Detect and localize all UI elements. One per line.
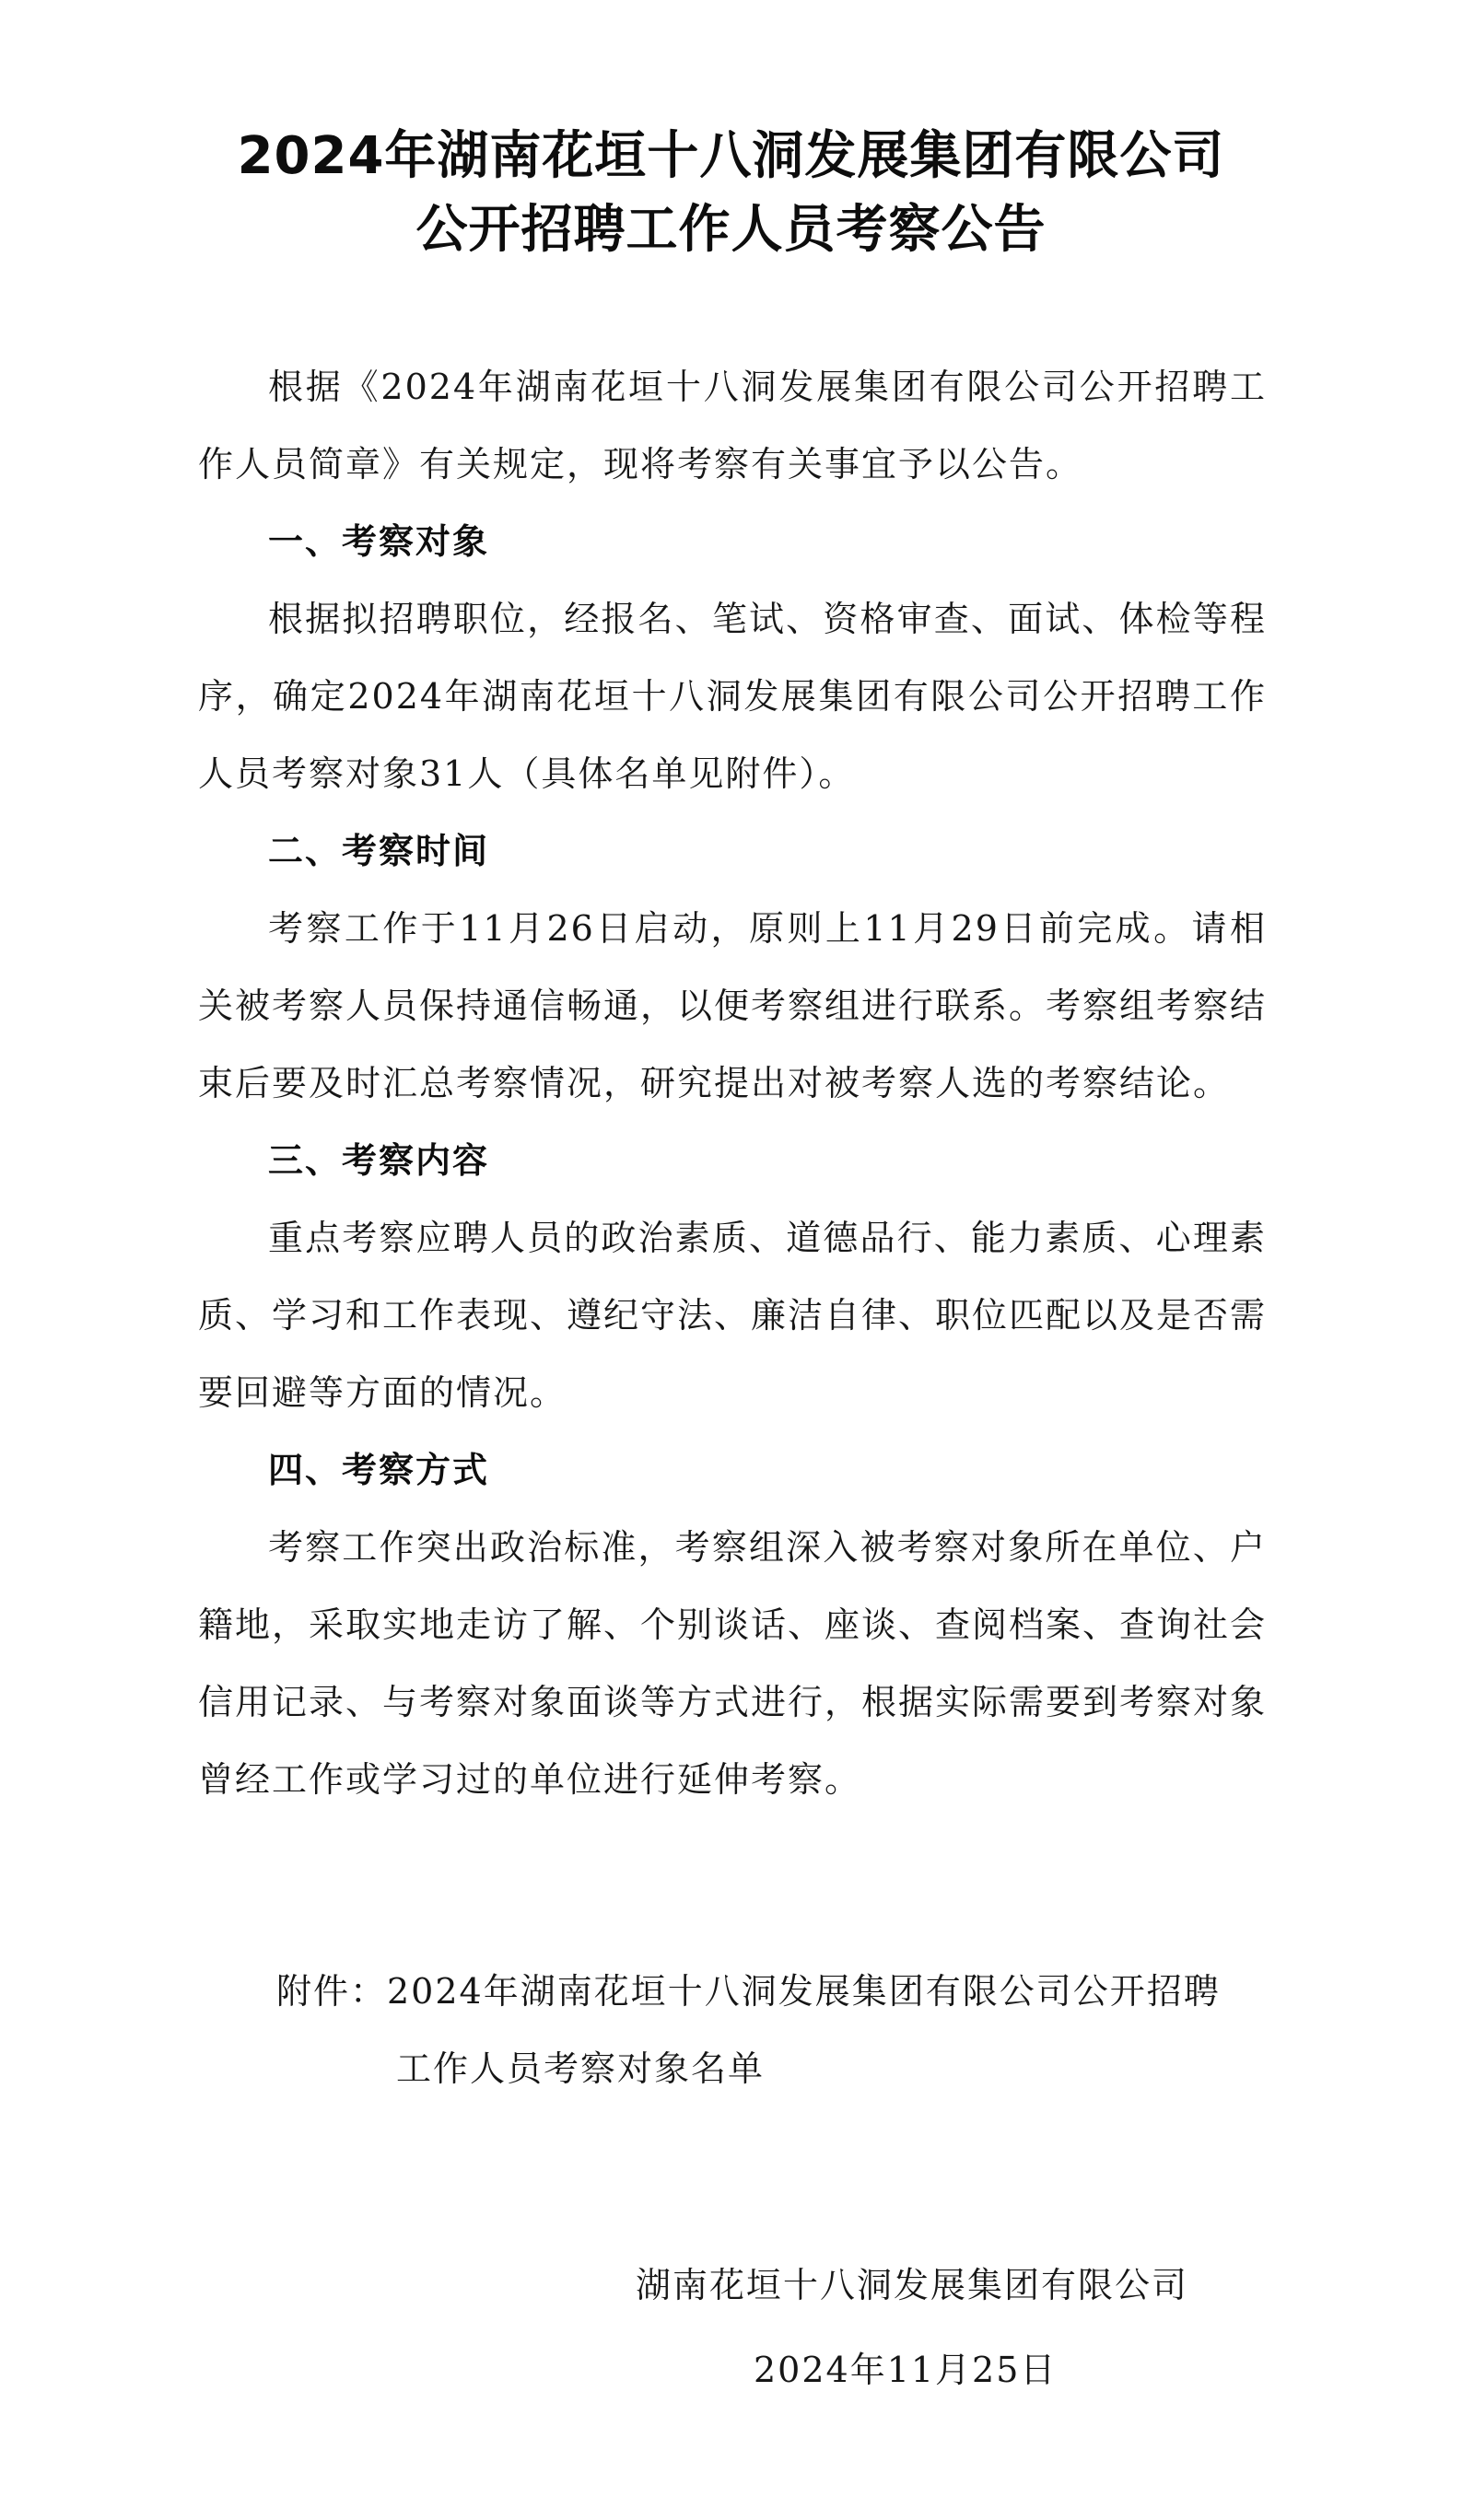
section-text-time: 考察工作于11月26日启动，原则上11月29日前完成。请相关被考察人员保持通信畅通，以便考察组进行联系。考察组考察结束后要及时汇总考察情况，研究提出对被考察人选的考察结论。 xyxy=(198,908,1268,1103)
attachment-line-2: 工作人员考察对象名单 xyxy=(396,2048,766,2089)
section-text-method: 考察工作突出政治标准，考察组深入被考察对象所在单位、户籍地，采取实地走访了解、个别谈话、座谈、查阅档案、查询社会信用记录、与考察对象面谈等方式进行，根据实际需要到考察对象曾经工作或学习过的单位进行延伸考察。 xyxy=(198,1527,1268,1800)
section-heading-content: 三、考察内容 xyxy=(268,1140,490,1181)
document-title xyxy=(138,120,1324,267)
title-line-1: 2024年湖南花垣十八洞发展集团有限公司 xyxy=(237,126,1225,186)
section-heading-subjects: 一、考察对象 xyxy=(268,521,490,562)
attachment-line-1: 附件：2024年湖南花垣十八洞发展集团有限公司公开招聘 xyxy=(276,1971,1221,2012)
section-text-subjects: 根据拟招聘职位，经报名、笔试、资格审查、面试、体检等程序，确定2024年湖南花垣十八洞发展集团有限公司公开招聘工作人员考察对象31人（具体名单见附件）。 xyxy=(198,599,1267,794)
signature-block xyxy=(636,2243,1244,2412)
attachment-note xyxy=(276,1953,1271,2107)
signature-date: 2024年11月25日 xyxy=(754,2350,1058,2390)
signature-organization: 湖南花垣十八洞发展集团有限公司 xyxy=(636,2265,1189,2305)
intro-paragraph: 根据《2024年湖南花垣十八洞发展集团有限公司公开招聘工作人员简章》有关规定，现将考察有关事宜予以公告。 xyxy=(198,367,1267,484)
document-body xyxy=(198,348,1267,1818)
section-heading-time: 二、考察时间 xyxy=(268,831,490,871)
section-text-content: 重点考察应聘人员的政治素质、道德品行、能力素质、心理素质、学习和工作表现、遵纪守法、廉洁自律、职位匹配以及是否需要回避等方面的情况。 xyxy=(198,1218,1268,1413)
section-heading-method: 四、考察方式 xyxy=(268,1450,490,1490)
title-line-2: 公开招聘工作人员考察公告 xyxy=(415,200,1047,260)
